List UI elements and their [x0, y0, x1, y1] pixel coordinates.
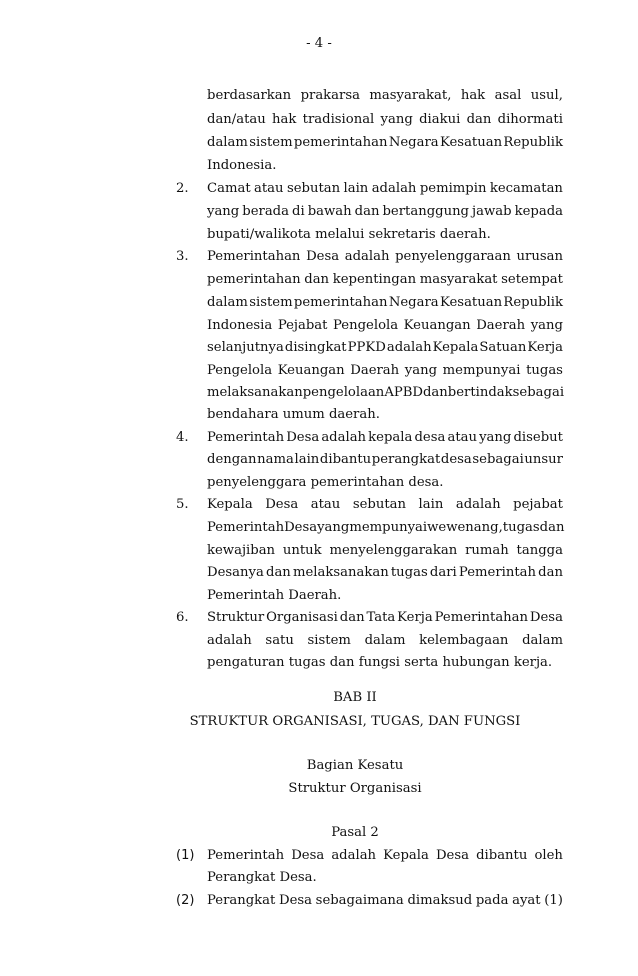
list-item-number: 4. [176, 430, 189, 445]
clause-number: (1) [176, 848, 195, 863]
text-line: berdasarkan prakarsa masyarakat, hak asal usul, [207, 88, 563, 103]
text-line: Kepala Desa atau sebutan lain adalah pejabat [207, 497, 563, 512]
chapter-number: BAB II [333, 690, 377, 705]
text-line: pemerintahan dan kepentingan masyarakat setempat [207, 272, 563, 287]
text-line: Desanya dan melaksanakan tugas dari Pemerintah dan [207, 565, 563, 580]
text-line: bupati/walikota melalui sekretaris daerah. [207, 227, 491, 242]
clause-number: (2) [176, 893, 195, 908]
text-line: adalah satu sistem dalam kelembagaan dalam [207, 633, 563, 648]
list-item-number: 5. [176, 497, 189, 512]
text-line: kewajiban untuk menyelenggarakan rumah tangga [207, 543, 563, 558]
text-line: dalam sistem pemerintahan Negara Kesatuan Republik [207, 295, 563, 310]
text-line: Perangkat Desa sebagaimana dimaksud pada ayat (1) [207, 893, 563, 908]
text-line: Pengelola Keuangan Daerah yang mempunyai tugas [207, 363, 563, 378]
list-item-number: 2. [176, 181, 189, 196]
text-line: dengan nama lain dibantu perangkat desa sebagai unsur [207, 452, 563, 467]
text-line: yang berada di bawah dan bertanggung jawab kepada [207, 204, 563, 219]
text-line: dalam sistem pemerintahan Negara Kesatuan Republik [207, 135, 563, 150]
text-line: bendahara umum daerah. [207, 407, 380, 422]
text-line: penyelenggara pemerintahan desa. [207, 475, 444, 490]
text-line: Indonesia. [207, 158, 277, 173]
text-line: Perangkat Desa. [207, 870, 317, 885]
text-line: Indonesia Pejabat Pengelola Keuangan Daerah yang [207, 318, 563, 333]
article-number: Pasal 2 [331, 825, 379, 840]
text-line: melaksanakan pengelolaan APBD dan bertindak sebagai [207, 385, 565, 400]
text-line: selanjutnya disingkat PPKD adalah Kepala Satuan Kerja [207, 340, 563, 355]
section-number: Bagian Kesatu [306, 758, 404, 773]
text-line: Pemerintah Desa adalah Kepala Desa dibantu oleh [207, 848, 563, 863]
text-line: Camat atau sebutan lain adalah pemimpin kecamatan [207, 181, 563, 196]
list-item-number: 6. [176, 610, 189, 625]
chapter-title: STRUKTUR ORGANISASI, TUGAS, DAN FUNGSI [189, 714, 521, 729]
text-line: Pemerintah Desa yang mempunyai wewenang, tugas dan [207, 520, 565, 535]
text-line: dan/atau hak tradisional yang diakui dan dihormati [207, 112, 563, 127]
text-line: Pemerintahan Desa adalah penyelenggaraan urusan [207, 249, 563, 264]
page-number: - 4 - [306, 36, 332, 51]
section-title: Struktur Organisasi [288, 781, 422, 796]
text-line: pengaturan tugas dan fungsi serta hubungan kerja. [207, 655, 553, 670]
list-item-number: 3. [176, 249, 189, 264]
text-line: Pemerintah Daerah. [207, 588, 342, 603]
text-line: Pemerintah Desa adalah kepala desa atau yang disebut [207, 430, 563, 445]
text-line: Struktur Organisasi dan Tata Kerja Pemerintahan Desa [207, 610, 563, 625]
